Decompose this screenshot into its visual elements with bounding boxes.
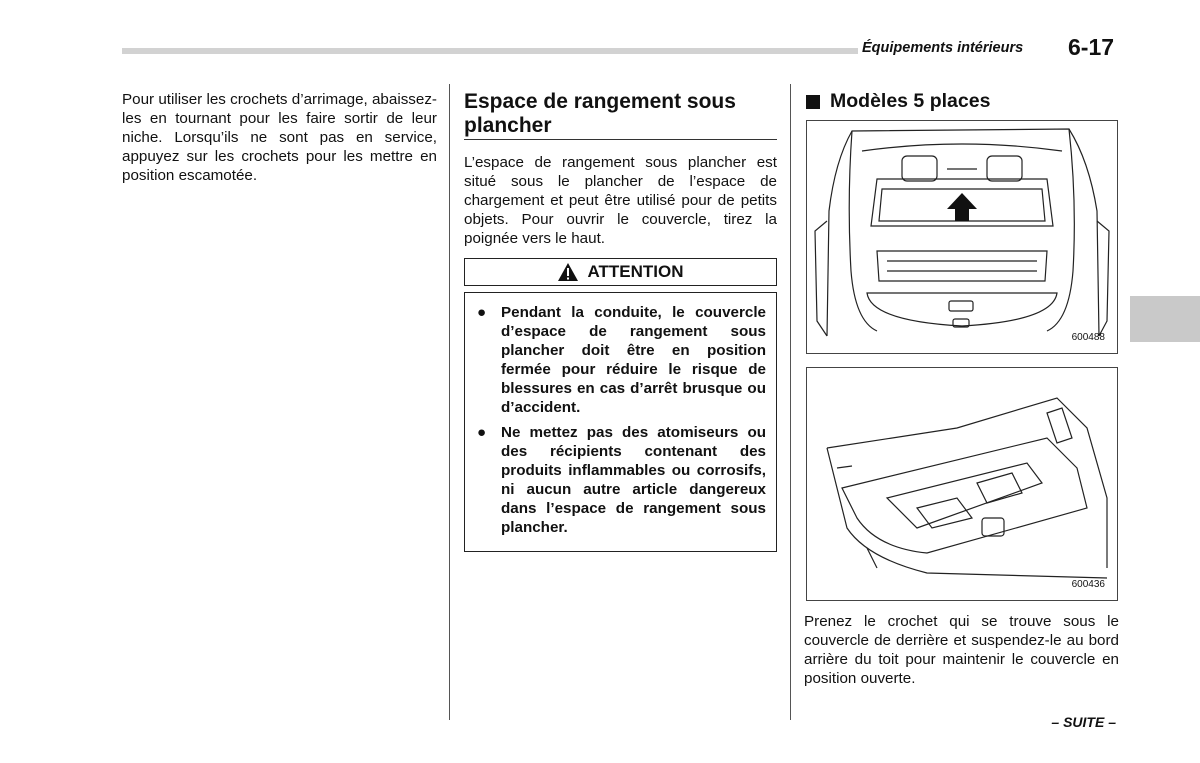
figure-storage-compartment — [806, 367, 1118, 601]
hook-instructions-paragraph: Prenez le crochet qui se trouve sous le couvercle de derrière et suspendez-le au bord arrière du toit pour maintenir le couvercle en position ouverte. — [804, 613, 1119, 687]
attention-item-text: Pendant la conduite, le couvercle d’espace de rangement sous plancher doit être en position fermée pour réduire le risque de blessures en cas d’arrêt brusque ou d’accident. — [501, 304, 766, 416]
attention-header — [464, 258, 777, 286]
continued-label: – SUITE – — [1051, 714, 1116, 730]
bullet-icon: ● — [477, 304, 487, 321]
section-title: Équipements intérieurs — [862, 40, 1024, 56]
square-bullet-icon — [806, 95, 820, 109]
attention-item-text: Ne mettez pas des atomiseurs ou des récipients contenant des produits inflammables ou corrosifs, ni aucun autre article dangereux dans l’espace de rangement sous plancher. — [501, 424, 766, 536]
cargo-floor-illustration — [807, 121, 1117, 353]
header-rule — [122, 48, 858, 54]
subsection-heading — [806, 90, 1119, 113]
column-divider-1 — [449, 84, 450, 720]
storage-compartment-illustration — [807, 368, 1117, 600]
underfloor-paragraph: L’espace de rangement sous plancher est situé sous le plancher de l’espace de chargement et peut être utilisé pour de petits objets. Pour ouvrir le couvercle, tirez la poignée vers le haut. — [464, 154, 777, 247]
column-2 — [464, 90, 777, 552]
column-1 — [122, 90, 437, 185]
column-3-bottom — [804, 612, 1119, 688]
subsection-heading-text: Modèles 5 places — [830, 90, 991, 112]
figure1-code: 600488 — [1071, 332, 1105, 343]
tie-down-hooks-paragraph: Pour utiliser les crochets d’arrimage, abaissez-les en tournant pour les faire sortir de leur niche. Lorsqu’ils ne sont pas en service, appuyez sur les crochets pour les mettre en position escamotée. — [122, 91, 437, 184]
warning-icon — [557, 262, 579, 282]
section-heading: Espace de rangement sous plancher — [464, 90, 777, 140]
attention-box — [464, 292, 777, 552]
chapter-tab — [1130, 296, 1200, 342]
page-number: 6-17 — [1068, 34, 1115, 60]
attention-item — [475, 423, 766, 537]
bullet-icon: ● — [477, 424, 487, 441]
column-divider-2 — [790, 84, 791, 720]
attention-item — [475, 303, 766, 417]
figure2-code: 600436 — [1071, 579, 1105, 590]
attention-label: ATTENTION — [587, 262, 684, 281]
figure-cargo-area — [806, 120, 1118, 354]
column-3 — [806, 90, 1119, 113]
